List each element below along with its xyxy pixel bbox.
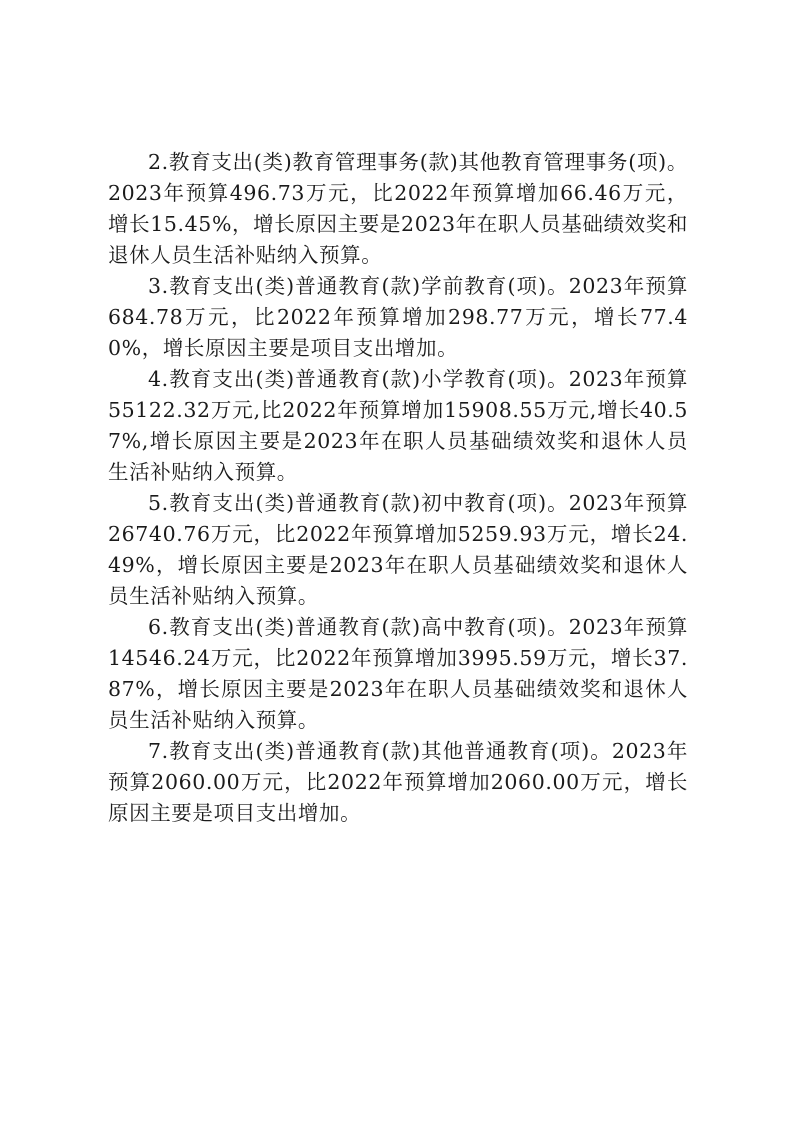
paragraph-item-3: 3.教育支出(类)普通教育(款)学前教育(项)。2023年预算684.78万元，比2022年预算增加298.77万元，增长77.40%，增长原因主要是项目支出增加。 — [108, 274, 688, 360]
paragraph-item-6: 6.教育支出(类)普通教育(款)高中教育(项)。2023年预算14546.24万元，比2022年预算增加3995.59万元，增长37.87%，增长原因主要是2023年在职人员基础绩效奖和退休人员生活补贴纳入预算。 — [108, 615, 688, 732]
paragraph-item-2: 2.教育支出(类)教育管理事务(款)其他教育管理事务(项)。2023年预算496.73万元，比2022年预算增加66.46万元，增长15.45%，增长原因主要是2023年在职人员基础绩效奖和退休人员生活补贴纳入预算。 — [108, 150, 688, 267]
document-body — [108, 147, 688, 829]
paragraph-item-5: 5.教育支出(类)普通教育(款)初中教育(项)。2023年预算26740.76万元，比2022年预算增加5259.93万元，增长24.49%，增长原因主要是2023年在职人员基础绩效奖和退休人员生活补贴纳入预算。 — [108, 491, 688, 608]
paragraph-item-7: 7.教育支出(类)普通教育(款)其他普通教育(项)。2023年预算2060.00万元，比2022年预算增加2060.00万元，增长原因主要是项目支出增加。 — [108, 739, 688, 825]
paragraph-item-4: 4.教育支出(类)普通教育(款)小学教育(项)。2023年预算55122.32万元,比2022年预算增加15908.55万元,增长40.57%,增长原因主要是2023年在职人员基础绩效奖和退休人员生活补贴纳入预算。 — [108, 367, 688, 484]
